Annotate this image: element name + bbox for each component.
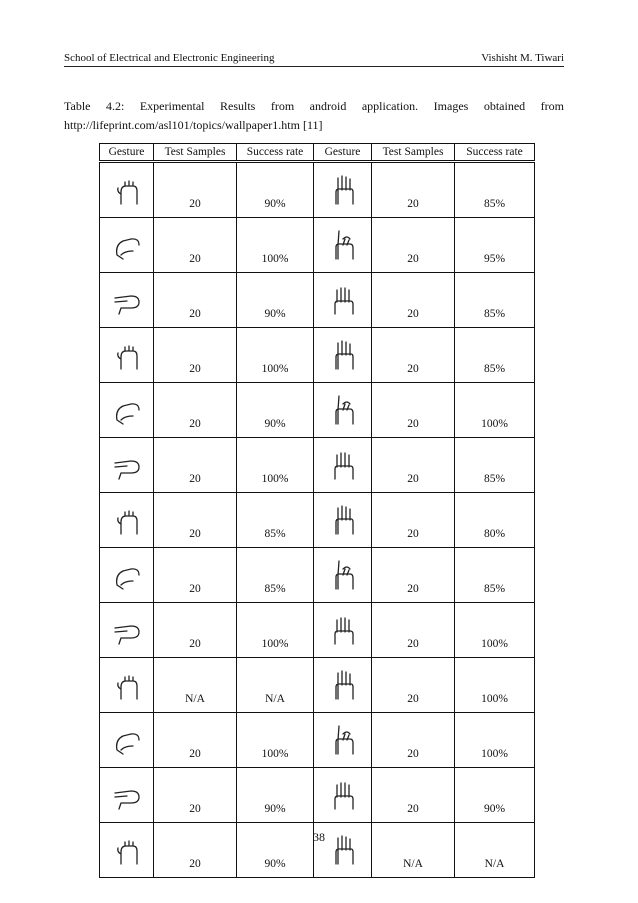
gesture-cell-x bbox=[314, 713, 372, 768]
table-row bbox=[100, 273, 535, 328]
success-rate-cell: 100% bbox=[237, 328, 314, 383]
test-samples-cell: 20 bbox=[154, 603, 237, 658]
test-samples-cell: 20 bbox=[372, 163, 455, 218]
test-samples-cell: 20 bbox=[372, 548, 455, 603]
success-rate-cell: N/A bbox=[237, 658, 314, 713]
test-samples-cell: 20 bbox=[154, 438, 237, 493]
gesture-cell-e bbox=[100, 383, 154, 438]
success-rate-cell: 90% bbox=[237, 383, 314, 438]
table-row bbox=[100, 603, 535, 658]
asl-hand-sign-icon bbox=[323, 170, 363, 210]
header-rule bbox=[64, 66, 564, 67]
asl-hand-sign-icon bbox=[107, 610, 147, 650]
success-rate-cell: 85% bbox=[455, 328, 535, 383]
gesture-cell-a bbox=[100, 163, 154, 218]
asl-hand-sign-icon bbox=[323, 445, 363, 485]
test-samples-cell: 20 bbox=[372, 658, 455, 713]
header-gesture-right: Gesture bbox=[314, 144, 372, 161]
gesture-cell-v bbox=[314, 603, 372, 658]
test-samples-cell: 20 bbox=[372, 768, 455, 823]
success-rate-cell: 100% bbox=[237, 218, 314, 273]
test-samples-cell: N/A bbox=[372, 823, 455, 878]
test-samples-cell: 20 bbox=[154, 383, 237, 438]
test-samples-cell: 20 bbox=[154, 273, 237, 328]
asl-hand-sign-icon bbox=[323, 225, 363, 265]
success-rate-cell: 80% bbox=[455, 493, 535, 548]
asl-hand-sign-icon bbox=[107, 170, 147, 210]
page-number: 38 bbox=[313, 830, 325, 844]
table-row bbox=[100, 548, 535, 603]
success-rate-cell: 100% bbox=[237, 603, 314, 658]
table-row bbox=[100, 438, 535, 493]
gesture-cell-o bbox=[314, 218, 372, 273]
asl-hand-sign-icon bbox=[107, 335, 147, 375]
caption-line-2: http://lifeprint.com/asl101/topics/wallpaper1.htm [11] bbox=[64, 118, 323, 132]
asl-hand-sign-icon bbox=[323, 280, 363, 320]
success-rate-cell: 85% bbox=[455, 548, 535, 603]
header-gesture-left: Gesture bbox=[100, 144, 154, 161]
table-header bbox=[99, 143, 535, 161]
test-samples-cell: 20 bbox=[154, 823, 237, 878]
success-rate-cell: 100% bbox=[455, 603, 535, 658]
asl-hand-sign-icon bbox=[107, 390, 147, 430]
asl-hand-sign-icon bbox=[107, 720, 147, 760]
gesture-cell-k bbox=[100, 713, 154, 768]
header-success-rate-left: Success rate bbox=[237, 144, 314, 161]
test-samples-cell: 20 bbox=[154, 493, 237, 548]
header-test-samples-left: Test Samples bbox=[154, 144, 237, 161]
test-samples-cell: 20 bbox=[154, 548, 237, 603]
test-samples-cell: 20 bbox=[372, 218, 455, 273]
header-success-rate-right: Success rate bbox=[455, 144, 535, 161]
gesture-cell-u bbox=[314, 548, 372, 603]
success-rate-cell: 100% bbox=[455, 383, 535, 438]
asl-hand-sign-icon bbox=[107, 445, 147, 485]
gesture-cell-h bbox=[100, 548, 154, 603]
running-header-right: Vishisht M. Tiwari bbox=[481, 52, 564, 64]
header-row bbox=[100, 144, 535, 161]
success-rate-cell: 95% bbox=[455, 218, 535, 273]
success-rate-cell: 85% bbox=[237, 493, 314, 548]
test-samples-cell: 20 bbox=[372, 383, 455, 438]
table-row bbox=[100, 493, 535, 548]
table-caption bbox=[64, 97, 564, 135]
gesture-cell-r bbox=[314, 383, 372, 438]
test-samples-cell: N/A bbox=[154, 658, 237, 713]
gesture-cell-q bbox=[314, 328, 372, 383]
asl-hand-sign-icon bbox=[323, 775, 363, 815]
success-rate-cell: 100% bbox=[237, 713, 314, 768]
asl-hand-sign-icon bbox=[323, 610, 363, 650]
gesture-cell-c bbox=[100, 273, 154, 328]
gesture-cell-j bbox=[100, 658, 154, 713]
results-table-body bbox=[100, 163, 535, 878]
asl-hand-sign-icon bbox=[107, 225, 147, 265]
success-rate-cell: N/A bbox=[455, 823, 535, 878]
success-rate-cell: 85% bbox=[237, 548, 314, 603]
table-row bbox=[100, 163, 535, 218]
table-row bbox=[100, 328, 535, 383]
table-row bbox=[100, 713, 535, 768]
success-rate-cell: 90% bbox=[237, 273, 314, 328]
test-samples-cell: 20 bbox=[154, 328, 237, 383]
success-rate-cell: 90% bbox=[237, 768, 314, 823]
asl-hand-sign-icon bbox=[323, 555, 363, 595]
success-rate-cell: 100% bbox=[455, 713, 535, 768]
gesture-cell-t bbox=[314, 493, 372, 548]
table-row bbox=[100, 218, 535, 273]
asl-hand-sign-icon bbox=[107, 775, 147, 815]
gesture-cell-i bbox=[100, 603, 154, 658]
gesture-cell-w bbox=[314, 658, 372, 713]
asl-hand-sign-icon bbox=[107, 555, 147, 595]
gesture-cell-f bbox=[100, 438, 154, 493]
test-samples-cell: 20 bbox=[372, 438, 455, 493]
success-rate-cell: 90% bbox=[237, 823, 314, 878]
asl-hand-sign-icon bbox=[323, 335, 363, 375]
asl-hand-sign-icon bbox=[107, 665, 147, 705]
results-table bbox=[99, 162, 535, 878]
test-samples-cell: 20 bbox=[372, 493, 455, 548]
success-rate-cell: 100% bbox=[237, 438, 314, 493]
asl-hand-sign-icon bbox=[107, 500, 147, 540]
caption-line-1: Table 4.2: Experimental Results from android application. Images obtained from bbox=[64, 99, 564, 113]
gesture-cell-b bbox=[100, 218, 154, 273]
success-rate-cell: 90% bbox=[455, 768, 535, 823]
success-rate-cell: 85% bbox=[455, 438, 535, 493]
asl-hand-sign-icon bbox=[107, 280, 147, 320]
test-samples-cell: 20 bbox=[372, 603, 455, 658]
success-rate-cell: 90% bbox=[237, 163, 314, 218]
gesture-cell-p bbox=[314, 273, 372, 328]
success-rate-cell: 85% bbox=[455, 163, 535, 218]
gesture-cell-n bbox=[314, 163, 372, 218]
test-samples-cell: 20 bbox=[154, 218, 237, 273]
asl-hand-sign-icon bbox=[323, 720, 363, 760]
success-rate-cell: 100% bbox=[455, 658, 535, 713]
running-header-left: School of Electrical and Electronic Engineering bbox=[64, 52, 275, 64]
asl-hand-sign-icon bbox=[323, 500, 363, 540]
success-rate-cell: 85% bbox=[455, 273, 535, 328]
gesture-cell-l bbox=[100, 768, 154, 823]
test-samples-cell: 20 bbox=[372, 328, 455, 383]
test-samples-cell: 20 bbox=[372, 273, 455, 328]
test-samples-cell: 20 bbox=[154, 713, 237, 768]
table-row bbox=[100, 768, 535, 823]
test-samples-cell: 20 bbox=[372, 713, 455, 768]
gesture-cell-y bbox=[314, 768, 372, 823]
gesture-cell-s bbox=[314, 438, 372, 493]
table-row bbox=[100, 383, 535, 438]
test-samples-cell: 20 bbox=[154, 163, 237, 218]
gesture-cell-d bbox=[100, 328, 154, 383]
asl-hand-sign-icon bbox=[323, 390, 363, 430]
test-samples-cell: 20 bbox=[154, 768, 237, 823]
header-test-samples-right: Test Samples bbox=[372, 144, 455, 161]
asl-hand-sign-icon bbox=[323, 665, 363, 705]
table-row bbox=[100, 658, 535, 713]
gesture-cell-g bbox=[100, 493, 154, 548]
